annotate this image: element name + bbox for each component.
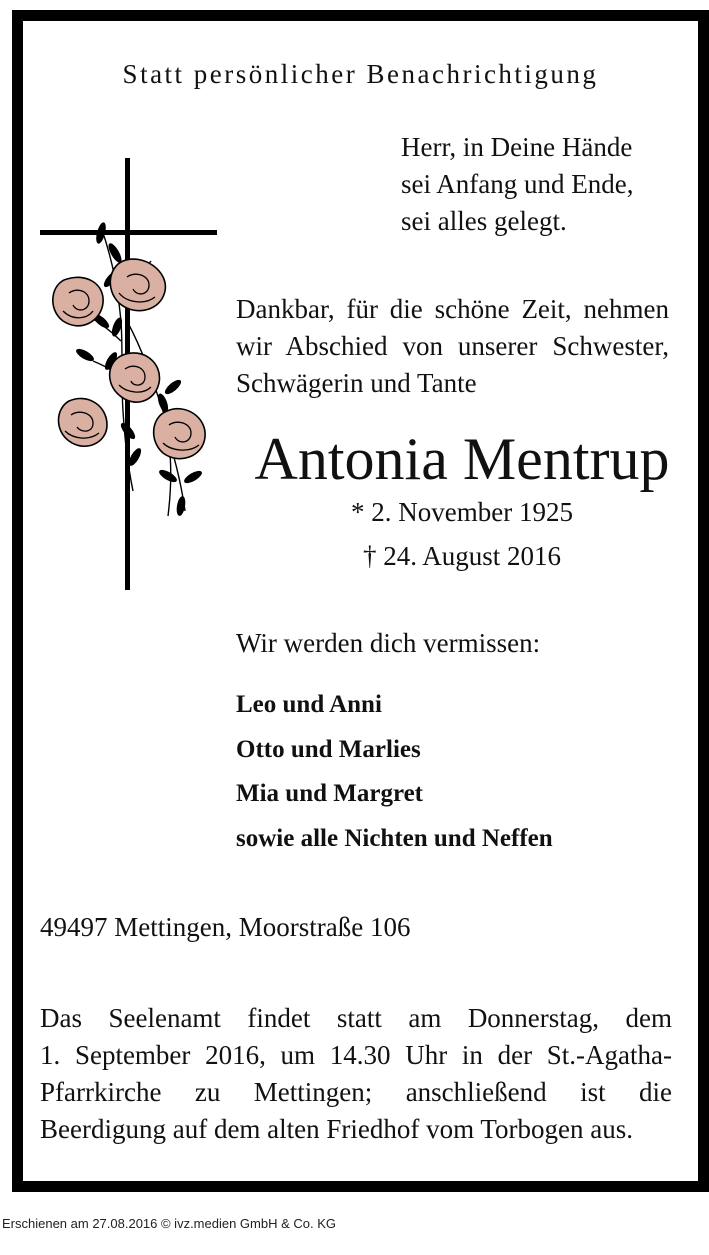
intro-line: Dankbar, für die schöne Zeit, nehmen	[236, 294, 669, 324]
notice-header: Statt persönlicher Benachrichtigung	[122, 59, 599, 89]
miss-line: Wir werden dich vermissen:	[236, 628, 541, 658]
verse-line: Herr, in Deine Hände	[401, 132, 633, 162]
intro-line: Schwägerin und Tante	[236, 368, 477, 398]
service-line: 1. September 2016, um 14.30 Uhr in der St.-Agatha-	[40, 1040, 672, 1070]
service-line: Pfarrkirche zu Mettingen; anschließend ist die	[40, 1077, 672, 1107]
mourner-name: sowie alle Nichten und Neffen	[236, 824, 553, 852]
obituary-notice	[12, 10, 709, 1192]
verse-line: sei Anfang und Ende,	[401, 169, 634, 199]
mourner-name: Otto und Marlies	[236, 735, 421, 763]
verse-line: sei alles gelegt.	[401, 206, 567, 236]
deceased-name: Antonia Mentrup	[254, 426, 670, 492]
service-line: Das Seelenamt findet statt am Donnerstag, dem	[40, 1003, 672, 1033]
mourner-name: Mia und Margret	[236, 780, 424, 807]
intro-text	[236, 291, 669, 402]
address: 49497 Mettingen, Moorstraße 106	[40, 912, 411, 942]
service-info	[40, 1000, 672, 1148]
publication-footer: Erschienen am 27.08.2016 © ivz.medien GmbH & Co. KG	[2, 1216, 337, 1231]
intro-line: wir Abschied von unserer Schwester,	[236, 331, 669, 361]
mourners-list	[236, 683, 553, 861]
death-date: † 24. August 2016	[362, 541, 562, 571]
service-line: Beerdigung auf dem alten Friedhof vom Torbogen aus.	[40, 1114, 633, 1144]
mourner-name: Leo und Anni	[236, 691, 382, 718]
birth-date: * 2. November 1925	[351, 497, 573, 527]
